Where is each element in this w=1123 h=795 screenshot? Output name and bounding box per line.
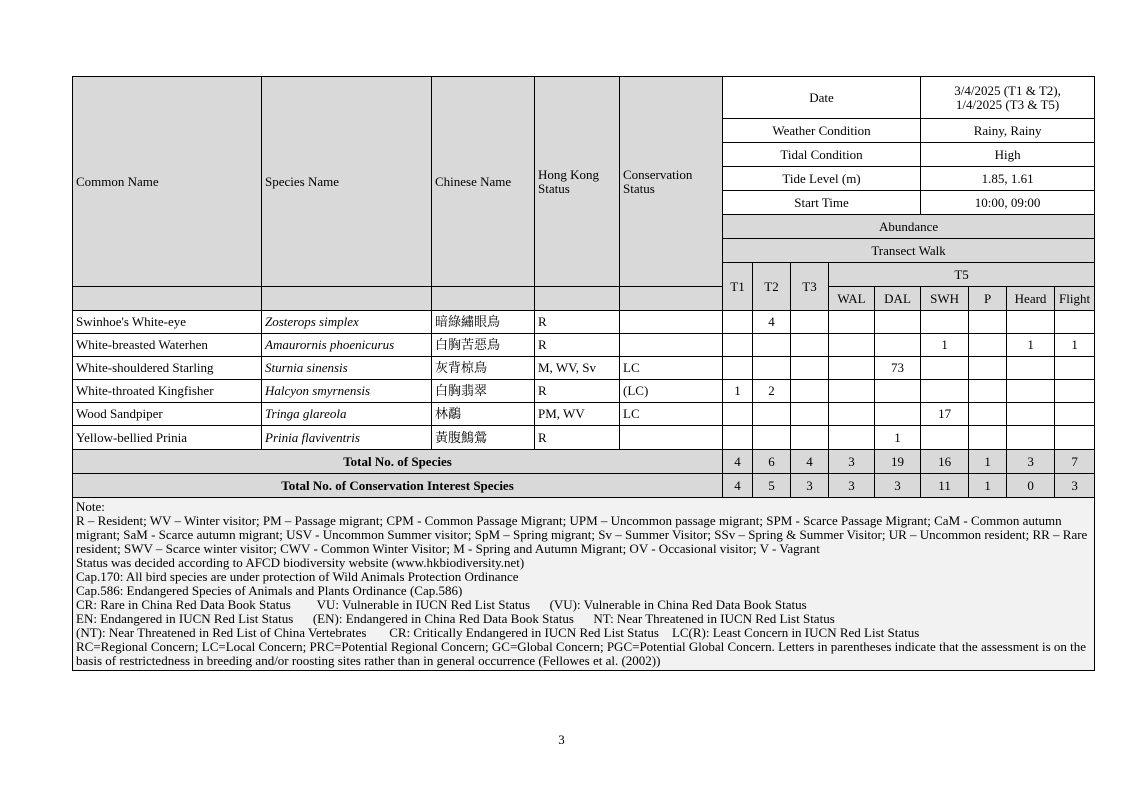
hk-status-cell: PM, WV: [535, 403, 620, 426]
header-species-name-cont: [262, 287, 432, 311]
species-name-cell: Tringa glareola: [262, 403, 432, 426]
count-heard: [1007, 403, 1055, 426]
count-swh: [921, 311, 969, 334]
count-t3: [791, 426, 829, 450]
table-row: [73, 403, 1095, 426]
count-swh: [921, 357, 969, 380]
header-chinese-name-cont: [432, 287, 535, 311]
chinese-name-cell: 白胸翡翠: [432, 380, 535, 403]
hk-status-cell: R: [535, 380, 620, 403]
count-t2: [753, 334, 791, 357]
count-dal: 1: [875, 426, 921, 450]
count-flight: [1055, 426, 1095, 450]
conservation-cell: (LC): [620, 380, 723, 403]
count-t1: [723, 357, 753, 380]
count-dal: [875, 380, 921, 403]
count-t1: [723, 311, 753, 334]
common-name-cell: White-shouldered Starling: [73, 357, 262, 380]
count-swh: 1: [921, 334, 969, 357]
total-conservation-row: [73, 474, 1095, 498]
notes-afcd: Status was decided according to AFCD biodiversity website (www.hkbiodiversity.net): [76, 555, 525, 570]
header-hk-status-cont: [535, 287, 620, 311]
chinese-name-cell: 灰背椋鳥: [432, 357, 535, 380]
count-swh: [921, 380, 969, 403]
col-t5-wal: WAL: [829, 287, 875, 311]
count-p: [969, 334, 1007, 357]
chinese-name-cell: 白胸苦惡鳥: [432, 334, 535, 357]
species-name-cell: Sturnia sinensis: [262, 357, 432, 380]
count-t1: 1: [723, 380, 753, 403]
count-heard: [1007, 426, 1055, 450]
count-t1: [723, 403, 753, 426]
header-conservation-status-cont: [620, 287, 723, 311]
total-t1: 4: [723, 450, 753, 474]
count-flight: [1055, 357, 1095, 380]
count-heard: 1: [1007, 334, 1055, 357]
notes-section: [73, 498, 1095, 671]
count-t2: 2: [753, 380, 791, 403]
species-name-cell: Zosterops simplex: [262, 311, 432, 334]
hk-status-cell: R: [535, 426, 620, 450]
hk-status-cell: M, WV, Sv: [535, 357, 620, 380]
count-flight: [1055, 311, 1095, 334]
count-wal: [829, 334, 875, 357]
conservation-cell: LC: [620, 403, 723, 426]
count-t1: [723, 334, 753, 357]
table-row: [73, 334, 1095, 357]
date-value: [921, 77, 1095, 119]
cons-swh: 11: [921, 474, 969, 498]
notes-nt-line: (NT): Near Threatened in Red List of China Vertebrates CR: Critically Endangered in IUCN Red List Status LC(R): Least Concern in IUCN Red List Status: [76, 625, 920, 640]
notes-heading: Note:: [76, 499, 105, 514]
header-chinese-name: Chinese Name: [432, 77, 535, 287]
common-name-cell: White-breasted Waterhen: [73, 334, 262, 357]
count-p: [969, 426, 1007, 450]
count-t2: 4: [753, 311, 791, 334]
tide-level-value: 1.85, 1.61: [921, 167, 1095, 191]
chinese-name-cell: 暗綠繡眼鳥: [432, 311, 535, 334]
page-number: 3: [558, 732, 565, 747]
date-label: Date: [723, 77, 921, 119]
count-heard: [1007, 357, 1055, 380]
total-flight: 7: [1055, 450, 1095, 474]
count-wal: [829, 426, 875, 450]
count-heard: [1007, 380, 1055, 403]
header-hk-status: Hong Kong Status: [535, 77, 620, 287]
table-row: [73, 311, 1095, 334]
total-wal: 3: [829, 450, 875, 474]
conservation-cell: LC: [620, 357, 723, 380]
cons-heard: 0: [1007, 474, 1055, 498]
count-t3: [791, 403, 829, 426]
hk-status-cell: R: [535, 311, 620, 334]
header-conservation-status: Conservation Status: [620, 77, 723, 287]
col-t5: T5: [829, 263, 1095, 287]
cons-dal: 3: [875, 474, 921, 498]
count-p: [969, 311, 1007, 334]
total-t2: 6: [753, 450, 791, 474]
notes-cr-line: CR: Rare in China Red Data Book Status VU: Vulnerable in IUCN Red List Status (VU): Vulnerable in China Red Data Book Status: [76, 597, 807, 612]
count-dal: [875, 403, 921, 426]
species-name-cell: Amaurornis phoenicurus: [262, 334, 432, 357]
notes-cap586: Cap.586: Endangered Species of Animals and Plants Ordinance (Cap.586): [76, 583, 463, 598]
count-flight: [1055, 403, 1095, 426]
col-t1: T1: [723, 263, 753, 311]
table-row: [73, 426, 1095, 450]
count-wal: [829, 403, 875, 426]
header-common-name: Common Name: [73, 77, 262, 287]
total-species-row: [73, 450, 1095, 474]
common-name-cell: Swinhoe's White-eye: [73, 311, 262, 334]
date-value-line-1: 3/4/2025 (T1 & T2),: [954, 82, 1061, 98]
count-heard: [1007, 311, 1055, 334]
count-dal: 73: [875, 357, 921, 380]
bird-survey-table: [72, 76, 1095, 671]
notes-cap170: Cap.170: All bird species are under protection of Wild Animals Protection Ordinance: [76, 569, 519, 584]
total-p: 1: [969, 450, 1007, 474]
count-t2: [753, 426, 791, 450]
col-t3: T3: [791, 263, 829, 311]
count-wal: [829, 311, 875, 334]
col-t5-flight: Flight: [1055, 287, 1095, 311]
cons-flight: 3: [1055, 474, 1095, 498]
abundance-label: Abundance: [723, 215, 1095, 239]
common-name-cell: White-throated Kingfisher: [73, 380, 262, 403]
col-t5-dal: DAL: [875, 287, 921, 311]
hk-status-cell: R: [535, 334, 620, 357]
conservation-cell: [620, 334, 723, 357]
tidal-label: Tidal Condition: [723, 143, 921, 167]
count-flight: 1: [1055, 334, 1095, 357]
count-t2: [753, 403, 791, 426]
date-value-line-2: 1/4/2025 (T3 & T5): [955, 96, 1060, 112]
col-t2: T2: [753, 263, 791, 311]
count-flight: [1055, 380, 1095, 403]
count-t1: [723, 426, 753, 450]
count-p: [969, 403, 1007, 426]
notes-en-line: EN: Endangered in IUCN Red List Status (EN): Endangered in China Red Data Book Status NT: Near Threatened in IUCN Red List Status: [76, 611, 835, 626]
total-t3: 4: [791, 450, 829, 474]
count-p: [969, 380, 1007, 403]
chinese-name-cell: 林鷸: [432, 403, 535, 426]
col-t5-heard: Heard: [1007, 287, 1055, 311]
cons-wal: 3: [829, 474, 875, 498]
notes-concern: RC=Regional Concern; LC=Local Concern; PRC=Potential Regional Concern; GC=Global Concern; PGC=Potential Global Concern. Letters in parentheses indicate that the assessment is on the basis of restrictedness in breeding and/or roosting sites rather than in general occurrence (Fellowes et al. (2002)): [76, 639, 1087, 668]
weather-value: Rainy, Rainy: [921, 119, 1095, 143]
count-dal: [875, 311, 921, 334]
count-wal: [829, 357, 875, 380]
common-name-cell: Wood Sandpiper: [73, 403, 262, 426]
conservation-cell: [620, 311, 723, 334]
common-name-cell: Yellow-bellied Prinia: [73, 426, 262, 450]
total-conservation-label: Total No. of Conservation Interest Species: [73, 474, 723, 498]
count-t3: [791, 334, 829, 357]
transect-walk-label: Transect Walk: [723, 239, 1095, 263]
total-swh: 16: [921, 450, 969, 474]
col-t5-swh: SWH: [921, 287, 969, 311]
start-time-value: 10:00, 09:00: [921, 191, 1095, 215]
col-t5-p: P: [969, 287, 1007, 311]
cons-t2: 5: [753, 474, 791, 498]
header-common-name-cont: [73, 287, 262, 311]
count-dal: [875, 334, 921, 357]
header-species-name: Species Name: [262, 77, 432, 287]
count-swh: [921, 426, 969, 450]
cons-t1: 4: [723, 474, 753, 498]
cons-p: 1: [969, 474, 1007, 498]
cons-t3: 3: [791, 474, 829, 498]
total-heard: 3: [1007, 450, 1055, 474]
weather-label: Weather Condition: [723, 119, 921, 143]
total-dal: 19: [875, 450, 921, 474]
table-row: [73, 380, 1095, 403]
notes-status-legend: R – Resident; WV – Winter visitor; PM – Passage migrant; CPM - Common Passage Migrant; UPM – Uncommon passage migrant; SPM - Scarce Passage Migrant; CaM - Common autumn migrant; SaM - Scarce autumn migrant; USV - Uncommon Summer visitor; SpM – Spring migrant; Sv – Summer Visitor; SSv – Spring & Summer Visitor; UR – Uncommon resident; RR – Rare resident; SWV – Scarce winter visitor; CWV - Common Winter Visitor; M - Spring and Autumn Migrant; OV - Occasional visitor; V - Vagrant: [76, 513, 1088, 556]
tidal-value: High: [921, 143, 1095, 167]
count-t3: [791, 380, 829, 403]
count-t3: [791, 311, 829, 334]
table-row: [73, 357, 1095, 380]
start-time-label: Start Time: [723, 191, 921, 215]
count-wal: [829, 380, 875, 403]
count-swh: 17: [921, 403, 969, 426]
count-t3: [791, 357, 829, 380]
count-t2: [753, 357, 791, 380]
total-species-label: Total No. of Species: [73, 450, 723, 474]
species-name-cell: Prinia flaviventris: [262, 426, 432, 450]
chinese-name-cell: 黃腹鷦鶯: [432, 426, 535, 450]
count-p: [969, 357, 1007, 380]
species-name-cell: Halcyon smyrnensis: [262, 380, 432, 403]
conservation-cell: [620, 426, 723, 450]
tide-level-label: Tide Level (m): [723, 167, 921, 191]
